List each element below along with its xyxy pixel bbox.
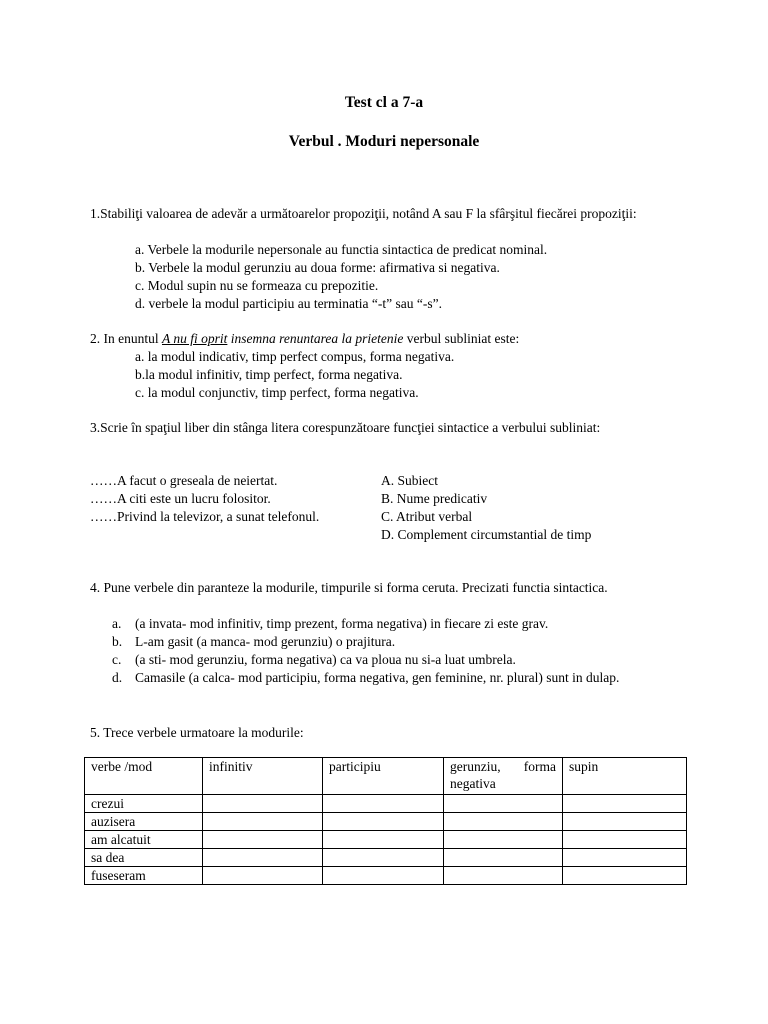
answer-cell[interactable] [444, 831, 563, 849]
q4-item-a-letter: a. [112, 616, 122, 631]
table-row [85, 813, 687, 831]
table-header-cell: infinitiv [203, 758, 323, 795]
q2-prefix: 2. In enuntul [90, 331, 162, 346]
q2-italic-phrase: insemna renuntarea la prietenie [227, 331, 404, 346]
q4-item-b-text: L-am gasit (a manca- mod gerunziu) o prajitura. [135, 634, 396, 649]
verb-cell: sa dea [85, 849, 203, 867]
table-header-cell: gerunziu, forma negativa [444, 758, 563, 795]
answer-cell[interactable] [323, 867, 444, 885]
page-title: Test cl a 7-a [344, 94, 424, 111]
q3-sentence-1: ……A facut o greseala de neiertat. [90, 473, 278, 488]
q4-item-d-letter: d. [112, 670, 123, 685]
q3-prompt: 3.Scrie în spaţiul liber din stânga litera corespunzătoare funcţiei sintactice a verbului subliniat: [90, 420, 601, 435]
answer-cell[interactable] [444, 867, 563, 885]
q1-item-d: d. verbele la modul participiu au terminatia “-t” sau “-s”. [135, 296, 442, 311]
answer-cell[interactable] [444, 813, 563, 831]
q2-underlined-verb: A nu fi oprit [162, 331, 228, 346]
q2-prompt [90, 330, 519, 348]
q3-option-b: B. Nume predicativ [381, 491, 488, 506]
table-header-row [85, 758, 687, 795]
table-row [85, 849, 687, 867]
verb-cell: crezui [85, 795, 203, 813]
verb-forms-table [84, 757, 687, 885]
q3-sentence-2: ……A citi este un lucru folositor. [90, 491, 271, 506]
answer-cell[interactable] [323, 795, 444, 813]
q5-prompt: 5. Trece verbele urmatoare la modurile: [90, 725, 304, 740]
q2-item-a: a. la modul indicativ, timp perfect compus, forma negativa. [135, 349, 455, 364]
q4-item-a-text: (a invata- mod infinitiv, timp prezent, forma negativa) in fiecare zi este grav. [135, 616, 549, 631]
q2-item-b: b.la modul infinitiv, timp perfect, forma negativa. [135, 367, 403, 382]
q3-option-a: A. Subiect [381, 473, 438, 488]
table-header-cell: supin [563, 758, 687, 795]
q4-item-b-letter: b. [112, 634, 123, 649]
answer-cell[interactable] [563, 813, 687, 831]
answer-cell[interactable] [203, 813, 323, 831]
verb-cell: am alcatuit [85, 831, 203, 849]
table-row [85, 867, 687, 885]
q4-item-c-letter: c. [112, 652, 122, 667]
verb-cell: auzisera [85, 813, 203, 831]
table-row [85, 831, 687, 849]
q3-option-d: D. Complement circumstantial de timp [381, 527, 592, 542]
answer-cell[interactable] [563, 831, 687, 849]
q1-item-b: b. Verbele la modul gerunziu au doua forme: afirmativa si negativa. [135, 260, 500, 275]
answer-cell[interactable] [444, 849, 563, 867]
q4-prompt: 4. Pune verbele din paranteze la modurile, timpurile si forma ceruta. Precizati functia sintactica. [90, 580, 608, 595]
answer-cell[interactable] [323, 831, 444, 849]
answer-cell[interactable] [563, 849, 687, 867]
q1-item-c: c. Modul supin nu se formeaza cu prepozitie. [135, 278, 379, 293]
q1-prompt: 1.Stabiliţi valoarea de adevăr a următoarelor propoziţii, notând A sau F la sfârşitul fiecărei propoziţii: [90, 206, 637, 221]
answer-cell[interactable] [203, 849, 323, 867]
q2-item-c: c. la modul conjunctiv, timp perfect, forma negativa. [135, 385, 419, 400]
answer-cell[interactable] [323, 813, 444, 831]
q3-option-c: C. Atribut verbal [381, 509, 473, 524]
page-subtitle: Verbul . Moduri nepersonale [288, 133, 480, 150]
answer-cell[interactable] [203, 867, 323, 885]
table-row [85, 795, 687, 813]
table-header-cell: participiu [323, 758, 444, 795]
q1-item-a: a. Verbele la modurile nepersonale au functia sintactica de predicat nominal. [135, 242, 548, 257]
q3-sentence-3: ……Privind la televizor, a sunat telefonul. [90, 509, 320, 524]
table-header-cell: verbe /mod [85, 758, 203, 795]
answer-cell[interactable] [563, 795, 687, 813]
q4-item-c-text: (a sti- mod gerunziu, forma negativa) ca va ploua nu si-a luat umbrela. [135, 652, 516, 667]
answer-cell[interactable] [203, 795, 323, 813]
answer-cell[interactable] [444, 795, 563, 813]
answer-cell[interactable] [203, 831, 323, 849]
q4-item-d-text: Camasile (a calca- mod participiu, forma negativa, gen feminine, nr. plural) sunt in dulap. [135, 670, 620, 685]
verb-cell: fuseseram [85, 867, 203, 885]
answer-cell[interactable] [323, 849, 444, 867]
answer-cell[interactable] [563, 867, 687, 885]
q2-suffix: verbul subliniat este: [403, 331, 520, 346]
